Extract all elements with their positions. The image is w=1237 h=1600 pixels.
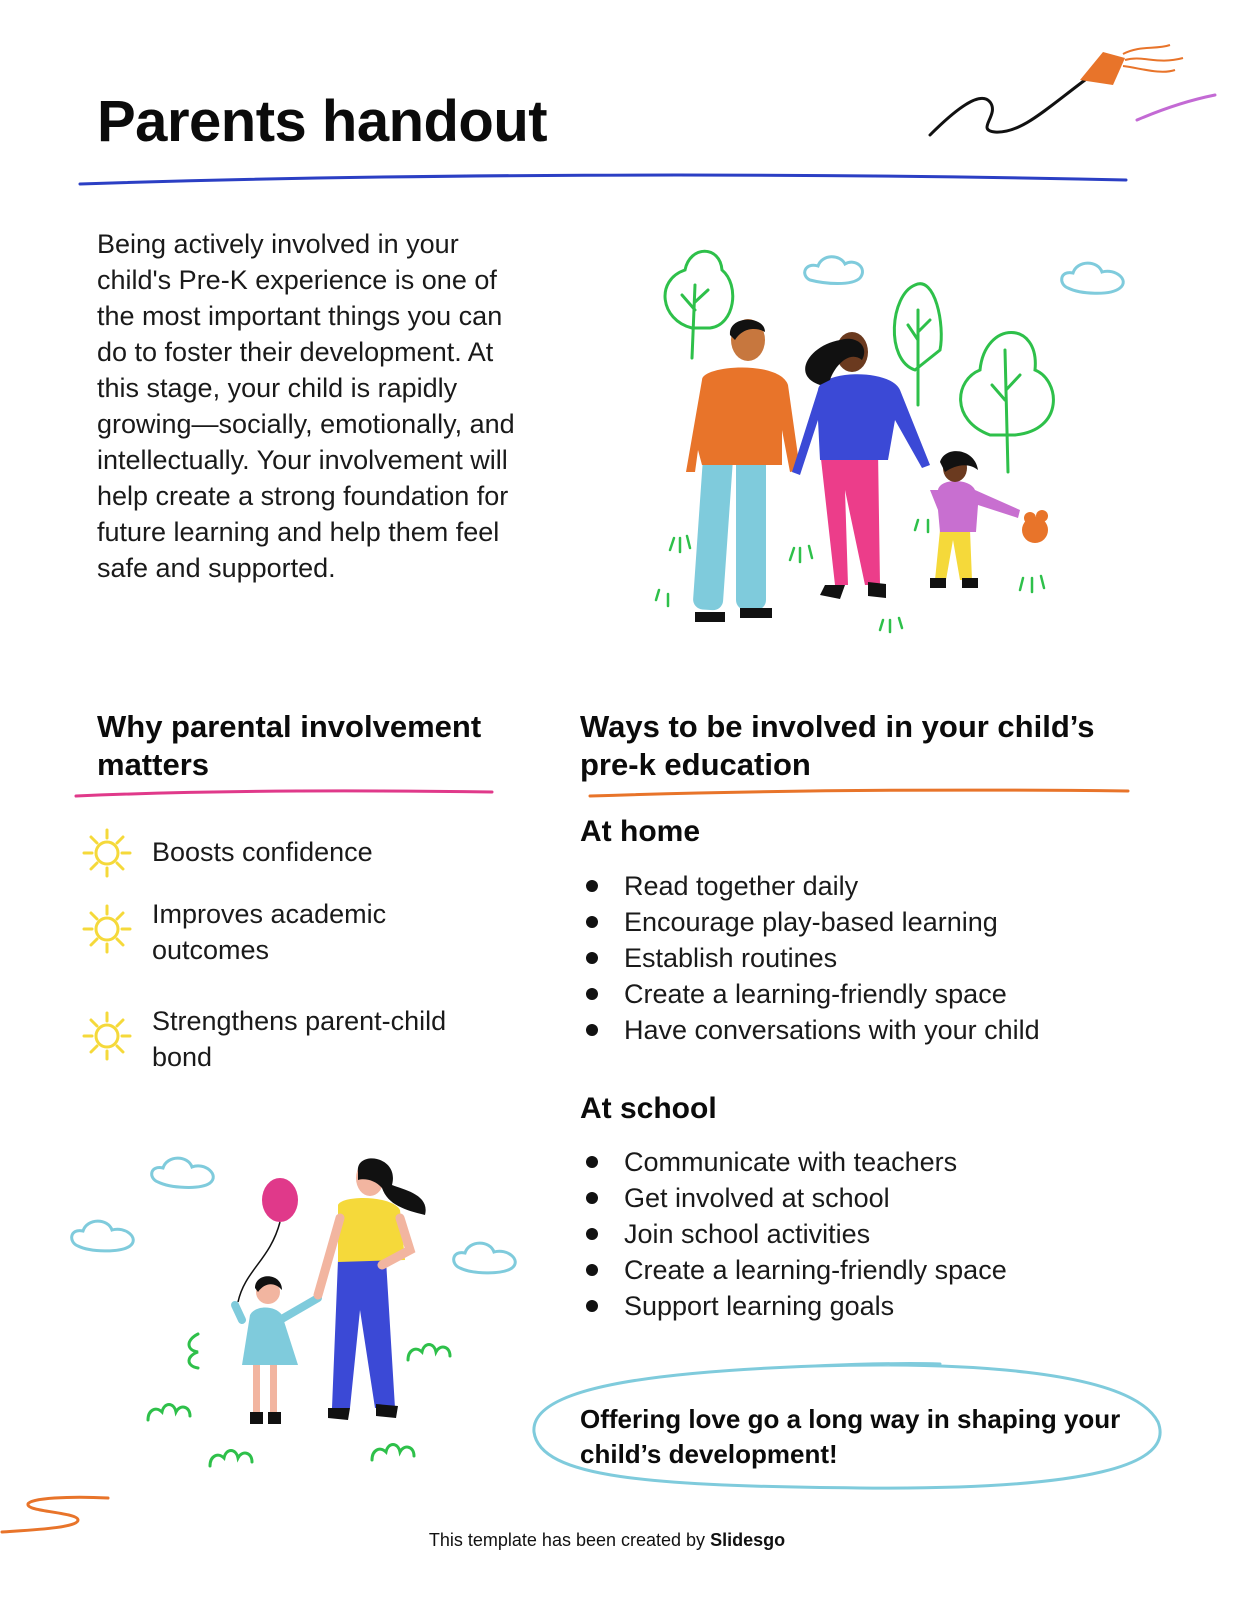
why-underline: [74, 786, 496, 800]
footer-brand-link[interactable]: Slidesgo: [710, 1530, 786, 1550]
page-title: Parents handout: [97, 89, 548, 154]
kite-illustration: [925, 40, 1225, 150]
bullet-icon: [586, 952, 598, 964]
family-illustration: [640, 240, 1140, 650]
bullet-icon: [586, 1024, 598, 1036]
list-item: Create a learning-friendly space: [580, 1252, 1140, 1288]
sun-icon: [80, 902, 134, 956]
why-section-title: Why parental involvement matters: [97, 709, 482, 782]
list-item: Communicate with teachers: [580, 1144, 1140, 1180]
benefit-item: [80, 1003, 540, 1075]
list-item: Join school activities: [580, 1216, 1140, 1252]
bullet-icon: [586, 1300, 598, 1312]
list-item: Read together daily: [580, 868, 1140, 904]
bullet-icon: [586, 1156, 598, 1168]
at-home-heading: At home: [580, 815, 700, 848]
list-item: Get involved at school: [580, 1180, 1140, 1216]
bullet-icon: [586, 988, 598, 1000]
list-item: Have conversations with your child: [580, 1012, 1140, 1048]
list-item: Encourage play-based learning: [580, 904, 1140, 940]
at-home-list: [580, 868, 1140, 1048]
benefit-label: Boosts confidence: [152, 837, 373, 867]
bullet-icon: [586, 916, 598, 928]
footer-credit: [0, 1530, 1214, 1551]
footer-text: This template has been created by: [428, 1530, 706, 1550]
sun-icon: [80, 1009, 134, 1063]
bullet-icon: [586, 1192, 598, 1204]
at-school-heading: At school: [580, 1092, 717, 1125]
ways-section-title: Ways to be involved in your child’s pre-k education: [580, 709, 1095, 782]
ways-underline: [588, 786, 1130, 800]
mother-child-illustration: [70, 1150, 530, 1480]
benefit-label: Strengthens parent-child bond: [152, 1006, 447, 1072]
intro-paragraph: Being actively involved in your child's Pre-K experience is one of the most important things you can do to foster their development. At this stage, your child is rapidly growing—socially, emotionally, and intellectually. Your involvement will help create a strong foundation for future learning and help them feel safe and supported.: [97, 229, 515, 583]
sun-icon: [80, 826, 134, 880]
bullet-icon: [586, 880, 598, 892]
bullet-icon: [586, 1228, 598, 1240]
list-item: Create a learning-friendly space: [580, 976, 1140, 1012]
benefit-label: Improves academic outcomes: [152, 899, 387, 965]
at-school-list: [580, 1144, 1140, 1324]
quote-text: Offering love go a long way in shaping your child’s development!: [580, 1404, 1121, 1469]
bullet-icon: [586, 1264, 598, 1276]
list-item: Establish routines: [580, 940, 1140, 976]
benefit-item: [80, 834, 540, 880]
list-item: Support learning goals: [580, 1288, 1140, 1324]
benefit-item: [80, 896, 460, 968]
title-underline: [78, 170, 1128, 190]
